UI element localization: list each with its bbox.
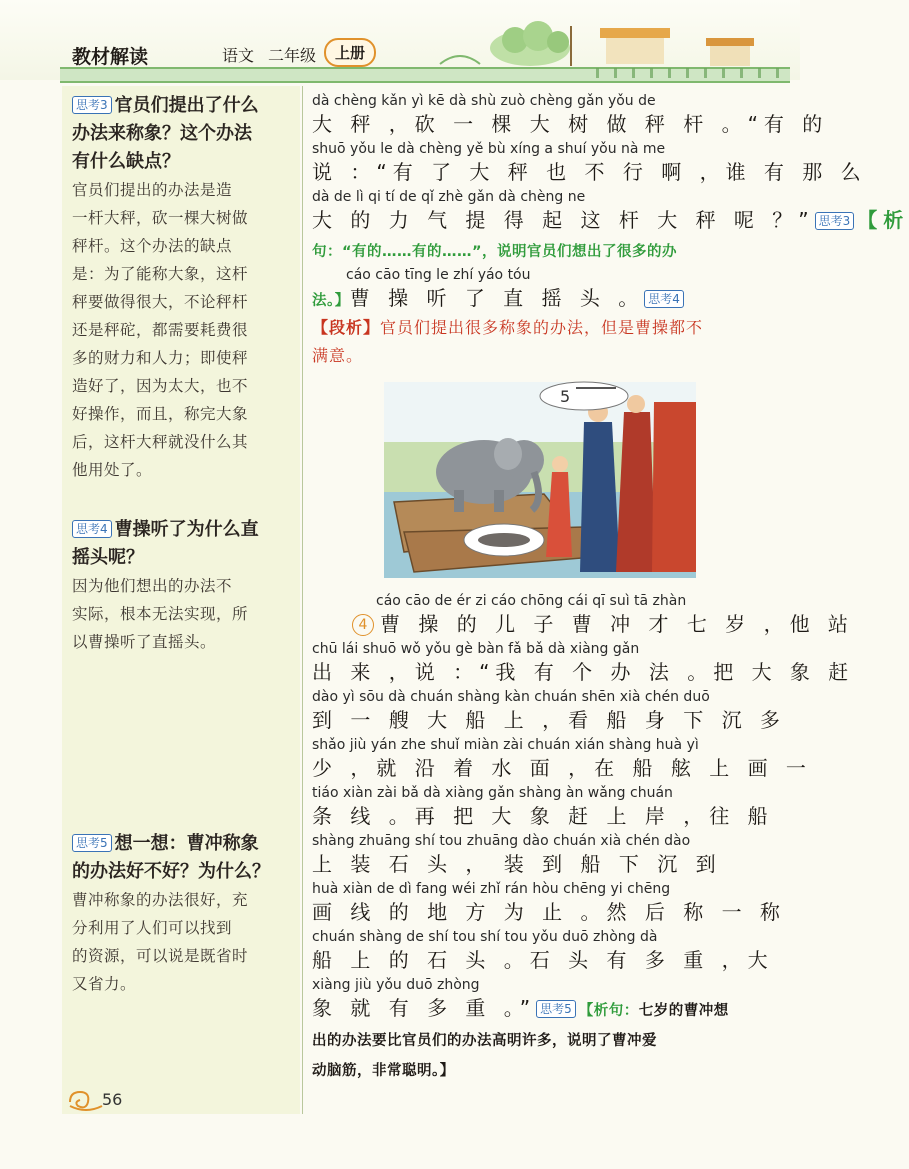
answer-text [72,886,294,998]
landscape-decoration-icon [420,8,800,70]
pinyin: chū lái shuō wǒ yǒu gè bàn fǎ bǎ dà xiàng gǎn [312,641,640,657]
analysis-label: 【段析】 [312,318,381,337]
answer-line: 官员们提出的办法是造 [72,181,233,199]
text-line [312,976,792,1025]
paragraph-number: 4 [352,614,374,636]
hanzi: 船 上 的 石 头 。石 头 有 多 重 ，大 [312,948,774,972]
section-title: 教材解读 [72,46,149,68]
text-line [312,784,792,830]
page-header [0,0,800,80]
analysis-text: 七岁的曹冲想 [638,1003,729,1019]
hanzi [312,206,909,234]
think-tag-3: 思考3 [72,96,112,114]
hanzi [312,610,854,638]
answer-line: 因为他们想出的办法不 [72,577,233,595]
hanzi: 大 秤 ，砍 一 棵 大 树 做 秤 杆 。“有 的 [312,112,829,136]
sidebar-question-4 [72,516,294,656]
pinyin: cáo cāo tīng le zhí yáo tóu [346,267,531,283]
grade-label: 二年级 [268,46,317,65]
pinyin: shàng zhuāng shí tou zhuāng dào chuán xià chén dào [312,833,691,849]
pinyin: xiàng jiù yǒu duō zhòng [312,977,480,993]
text-line [312,592,854,638]
pinyin: cáo cāo de ér zi cáo chōng cái qī suì tā zhàn [376,593,687,609]
answer-text [72,176,294,484]
hanzi [312,284,792,315]
pinyin: dào yì sōu dà chuán shàng kàn chuán shēn xià chén duō [312,689,710,705]
think-tag-5-inline: 思考5 [536,1000,576,1018]
pinyin: tiáo xiàn zài bǎ dà xiàng gǎn shàng àn wǎng chuán [312,785,673,801]
sidebar-question-3 [72,92,294,484]
sentence-analysis: 句：“有的……有的……”，说明官员们想出了很多的办 [312,244,678,260]
think-tag-4-inline: 思考4 [644,290,684,308]
answer-line: 他用处了。 [72,461,153,479]
bubble-number: 5 [560,387,571,406]
page-number [66,1088,156,1118]
page-number-text: 56 [102,1090,123,1109]
hanzi: 画 线 的 地 方 为 止 。然 后 称 一 称 [312,900,786,924]
sentence-analysis-note [312,1026,792,1086]
pinyin: chuán shàng de shí tou shí tou yǒu duō zhòng dà [312,929,658,945]
column-divider [302,86,303,1114]
text-line [312,238,792,266]
question-text: 的办法好不好？为什么？ [72,861,270,882]
hanzi-text: 曹 操 听 了 直 摇 头 。 [349,286,645,310]
hanzi-text: 大 的 力 气 提 得 起 这 杆 大 秤 呢 ？” [312,208,815,232]
analysis-text: 满意。 [312,346,364,365]
hanzi: 出 来 ，说 ：“我 有 个 办 法 。把 大 象 赶 [312,660,855,684]
answer-line: 以曹操听了直摇头。 [72,633,217,651]
sidebar-question-5 [72,830,294,998]
question-text: 曹操听了为什么直 [114,519,259,540]
text-line [312,188,909,234]
text-line [312,92,829,138]
pinyin: shǎo jiù yán zhe shuǐ miàn zài chuán xián shàng huà yì [312,737,699,753]
question-text: 官员们提出了什么 [114,95,259,116]
pinyin: shuō yǒu le dà chèng yě bù xíng a shuí yǒu nà me [312,141,666,157]
answer-line: 是：为了能称大象，这杆 [72,265,249,283]
subject-label: 语文 [222,46,255,65]
text-line [312,266,792,315]
text-line [312,832,792,878]
text-line [312,928,792,974]
hanzi: 上 装 石 头 ， 装 到 船 下 沉 到 [312,852,722,876]
answer-line: 一杆大秤，砍一棵大树做 [72,209,249,227]
text-line [312,880,792,926]
analysis-bracket: 【析句： [578,1003,639,1019]
pinyin: dà de lì qi tí de qǐ zhè gǎn dà chèng ne [312,189,586,205]
hanzi: 说 ：“有 了 大 秤 也 不 行 啊 ，谁 有 那 么 [312,160,867,184]
think-tag-3-inline: 思考3 [815,212,855,230]
hanzi: 少 ，就 沿 着 水 面 ，在 船 舷 上 画 一 [312,756,812,780]
analysis-close: 法。】 [312,293,350,309]
answer-line: 又省力。 [72,975,137,993]
answer-line: 分利用了人们可以找到 [72,919,233,937]
swirl-ornament-icon [66,1088,106,1114]
question-text: 摇头呢？ [72,547,144,568]
think-tag-4: 思考4 [72,520,112,538]
cao-chong-weighs-elephant-illustration [384,382,696,578]
answer-line: 实际，根本无法实现，所 [72,605,249,623]
answer-line: 造好了，因为太大，也不 [72,377,249,395]
paragraph-analysis [312,314,792,370]
text-line [312,736,812,782]
answer-line: 的资源，可以说是既省时 [72,947,249,965]
answer-line: 秤要做得很大，不论秤杆 [72,293,249,311]
answer-line: 后，这杆大秤就没什么其 [72,433,249,451]
hanzi: 条 线 。再 把 大 象 赶 上 岸 ，往 船 [312,804,774,828]
analysis-text: 官员们提出很多称象的办法，但是曹操都不 [380,318,704,337]
hanzi: 到 一 艘 大 船 上 ，看 船 身 下 沉 多 [312,708,786,732]
pinyin: huà xiàn de dì fang wéi zhǐ rán hòu chēng yi chēng [312,881,671,897]
pinyin: dà chèng kǎn yì kē dà shù zuò chèng gǎn yǒu de [312,93,656,109]
answer-line: 秤杆。这个办法的缺点 [72,237,233,255]
answer-line: 还是秤砣，都需要耗费很 [72,321,249,339]
answer-line: 多的财力和人力；即使秤 [72,349,249,367]
question-text: 办法来称象？这个办法 [72,123,252,144]
question-text: 想一想：曹冲称象 [114,833,259,854]
volume-badge: 上册 [324,38,376,67]
answer-line: 好操作，而且，称完大象 [72,405,249,423]
hanzi-text: 象 就 有 多 重 。” [312,996,537,1020]
analysis-text: 出的办法要比官员们的办法高明许多，说明了曹冲爱 [312,1033,657,1049]
question-text: 有什么缺点？ [72,151,180,172]
hanzi [312,994,792,1025]
text-line [312,688,792,734]
think-tag-5: 思考5 [72,834,112,852]
text-line [312,640,855,686]
analysis-bracket: 【析 [857,208,909,232]
answer-line: 曹冲称象的办法很好，充 [72,891,249,909]
text-line [312,140,867,186]
analysis-text: 动脑筋，非常聪明。】 [312,1063,455,1079]
answer-text [72,572,294,656]
hanzi-text: 曹 操 的 儿 子 曹 冲 才 七 岁 ，他 站 [380,612,854,636]
